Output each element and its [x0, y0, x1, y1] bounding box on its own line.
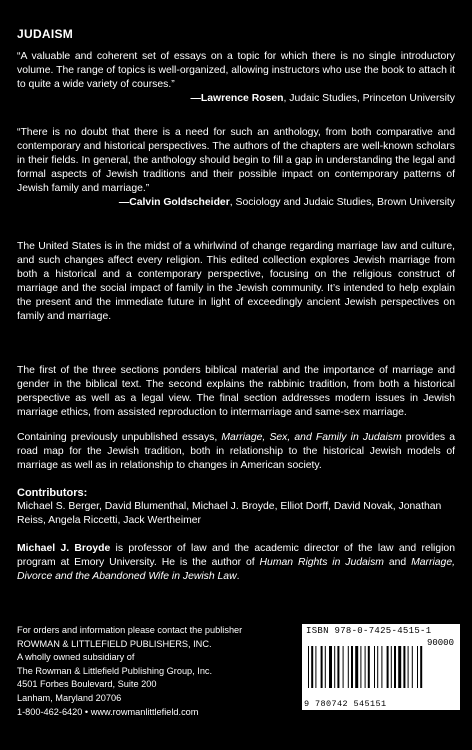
endorsement-2-affiliation: , Sociology and Judaic Studies, Brown University — [229, 197, 455, 208]
description-paragraph-2: The first of the three sections ponders biblical material and the importance of marriage and gender in the biblical text. The second explains the rabbinic tradition, from both a historical perspective as well as a legal view. The final section addresses modern issues in Jewish marriage ethics, from assisted reproduction to intermarriage and same-sex marriage. — [17, 365, 455, 418]
endorsement-2-attribution — [17, 196, 455, 210]
endorsement-2 — [17, 126, 455, 210]
publisher-info — [17, 624, 277, 719]
contributors-list: Michael S. Berger, David Blumenthal, Michael J. Broyde, Elliot Dorff, David Novak, Jonathan Reiss, Angela Riccetti, Jack Wertheimer — [17, 501, 442, 526]
author-name: Michael J. Broyde — [17, 543, 111, 554]
orders-line: For orders and information please contact the publisher — [17, 625, 243, 635]
isbn-text: ISBN 978-0-7425-4515-1 — [306, 626, 432, 636]
book-title: Marriage, Sex, and Family in Judaism — [221, 432, 402, 443]
parent-company: The Rowman & Littlefield Publishing Group, Inc. — [17, 665, 213, 676]
publisher-name: ROWMAN & LITTLEFIELD PUBLISHERS, INC. — [17, 638, 212, 649]
author-bio — [17, 542, 455, 584]
endorsement-1 — [17, 50, 455, 106]
address-line-2: Lanham, Maryland 20706 — [17, 692, 122, 703]
endorsement-2-name: —Calvin Goldscheider — [118, 197, 230, 208]
barcode-panel — [302, 624, 460, 710]
ean-number: 9 780742 545151 — [304, 699, 387, 709]
endorsement-1-affiliation: , Judaic Studies, Princeton University — [283, 93, 455, 104]
contributors-section — [17, 486, 455, 528]
description-paragraph-1: The United States is in the midst of a whirlwind of change regarding marriage law and culture, and such changes affect every religion. This edited collection explores Jewish marriage from both a historical and a contemporary perspective, focusing on the religious construct of marriage and the social impact of family in the Jewish community. It’s intended to help explain the present and the immediate future in light of exceedingly ancient Jewish perspectives on family and marriage. — [17, 241, 455, 322]
price-code: 90000 — [426, 638, 454, 648]
author-book-1: Human Rights in Judaism — [259, 557, 384, 568]
endorsement-2-quote: “There is no doubt that there is a need for such an anthology, from both comparative and contemporary and historical perspectives. The authors of the chapters are well-known scholars in their fields. In general, the anthology should begin to fill a gap in understanding the legal and formal aspects of Jewish traditions and their possible impact on contemporary patterns of Jewish family and marriage.” — [17, 127, 455, 194]
author-bio-text-3: . — [236, 571, 240, 582]
contributors-heading: Contributors: — [17, 487, 88, 499]
paragraph-3-rest: provides a road map for the Jewish tradition, both in relationship to the historical Jewish models of marriage as well as in relationship to changes in American society. — [17, 432, 455, 471]
description-paragraph-3 — [17, 431, 455, 473]
author-book-2: Marriage, Divorce and the Abandoned Wife in Jewish Law — [17, 557, 455, 582]
author-bio-text-1: is professor of law and the academic director of the law and religion program at Emory University. He is the author of — [17, 543, 455, 568]
endorsement-1-name: —Lawrence Rosen — [190, 93, 284, 104]
category-label: JUDAISM — [17, 27, 74, 41]
endorsement-1-attribution — [17, 92, 455, 106]
contact-line: 1-800-462-6420 • www.rowmanlittlefield.com — [17, 706, 199, 717]
paragraph-3-intro: Containing previously unpublished essays, — [17, 432, 222, 443]
endorsement-1-quote: “A valuable and coherent set of essays on a topic for which there is no single introductory volume. The range of topics is well-organized, allowing instructors who use the book to attach it to quite a wide variety of courses.” — [17, 51, 455, 90]
subsidiary-line: A wholly owned subsidiary of — [17, 652, 135, 663]
address-line-1: 4501 Forbes Boulevard, Suite 200 — [17, 679, 157, 690]
author-bio-text-2: and — [383, 557, 412, 568]
